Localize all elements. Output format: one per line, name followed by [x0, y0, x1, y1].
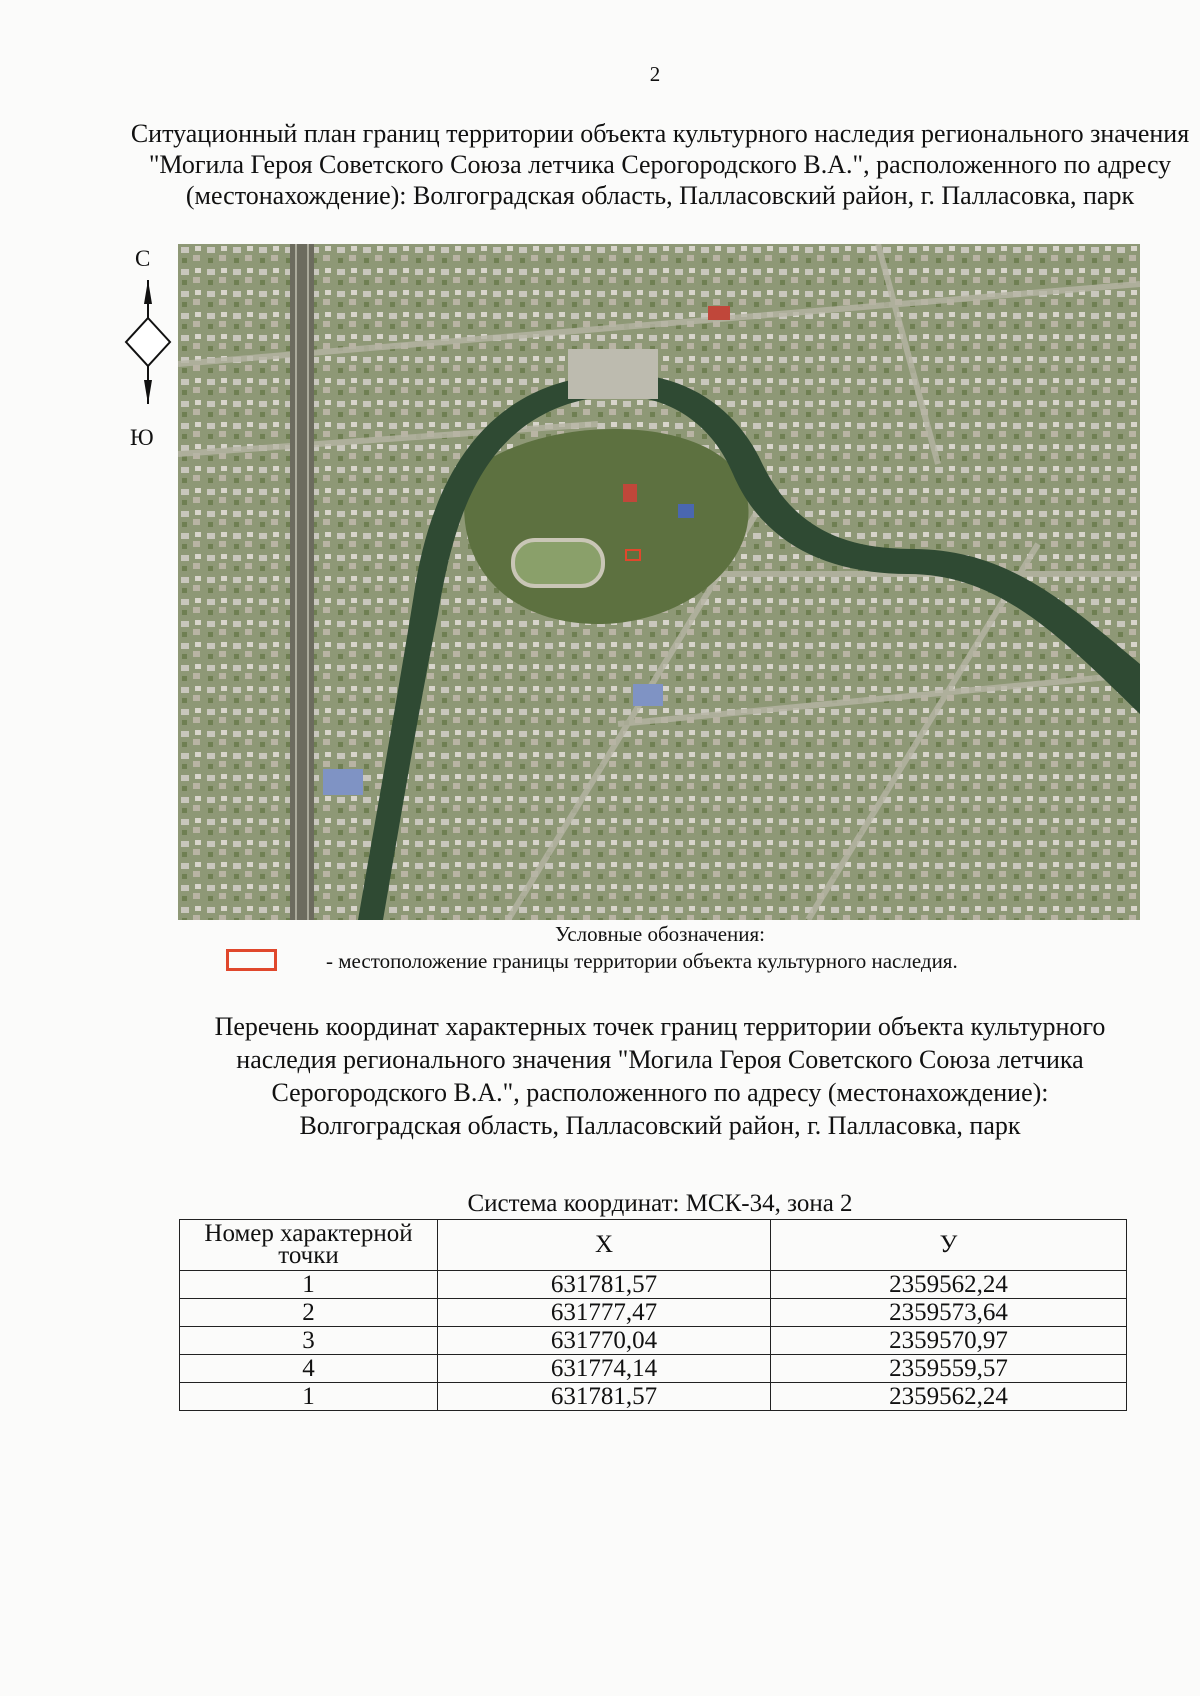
cell-y: 2359562,24 — [771, 1383, 1127, 1411]
cell-x: 631781,57 — [438, 1383, 771, 1411]
cell-point-number: 1 — [180, 1271, 438, 1299]
page-number: 2 — [649, 62, 661, 86]
table-row — [180, 1355, 1127, 1383]
aerial-map-image — [178, 244, 1140, 920]
cell-point-number: 4 — [180, 1355, 438, 1383]
table-row — [180, 1299, 1127, 1327]
compass-south-label: Ю — [130, 425, 154, 450]
table-row — [180, 1271, 1127, 1299]
table-header-row — [180, 1220, 1127, 1271]
cell-point-number: 2 — [180, 1299, 438, 1327]
plan-title: Ситуационный план границ территории объекта культурного наследия регионального значения "Могила Героя Советского Союза летчика Серогородского В.А.", расположенного по адресу (местонахождение): Волгоградская область, Палласовский район, г. Палласовка, парк — [130, 119, 1190, 210]
header-y: У — [771, 1220, 1127, 1271]
cell-x: 631781,57 — [438, 1271, 771, 1299]
table-row — [180, 1383, 1127, 1411]
coordinate-system-label: Система координат: МСК-34, зона 2 — [467, 1190, 853, 1217]
compass-north-label: С — [135, 246, 151, 271]
cell-point-number: 3 — [180, 1327, 438, 1355]
cell-x: 631770,04 — [438, 1327, 771, 1355]
cell-point-number: 1 — [180, 1383, 438, 1411]
aerial-map — [178, 244, 1140, 920]
cell-y: 2359573,64 — [771, 1299, 1127, 1327]
header-point-number: Номер характерной точки — [180, 1220, 438, 1271]
cell-y: 2359562,24 — [771, 1271, 1127, 1299]
cell-x: 631777,47 — [438, 1299, 771, 1327]
cell-y: 2359559,57 — [771, 1355, 1127, 1383]
cell-x: 631774,14 — [438, 1355, 771, 1383]
header-x: X — [438, 1220, 771, 1271]
coordinates-title: Перечень координат характерных точек границ территории объекта культурного наследия регионального значения "Могила Героя Советского Союза летчика Серогородского В.А.", расположенного по адресу (местонахождение): Волгоградская область, Палласовский район, г. Палласовка, парк — [214, 1012, 1106, 1140]
legend-boundary-text: - местоположение границы территории объекта культурного наследия. — [326, 949, 958, 973]
coordinates-table — [179, 1219, 1127, 1411]
cell-y: 2359570,97 — [771, 1327, 1127, 1355]
compass-arrow-icon — [118, 244, 178, 444]
legend-boundary-swatch — [226, 949, 277, 971]
legend-title: Условные обозначения: — [554, 922, 766, 946]
table-row — [180, 1327, 1127, 1355]
